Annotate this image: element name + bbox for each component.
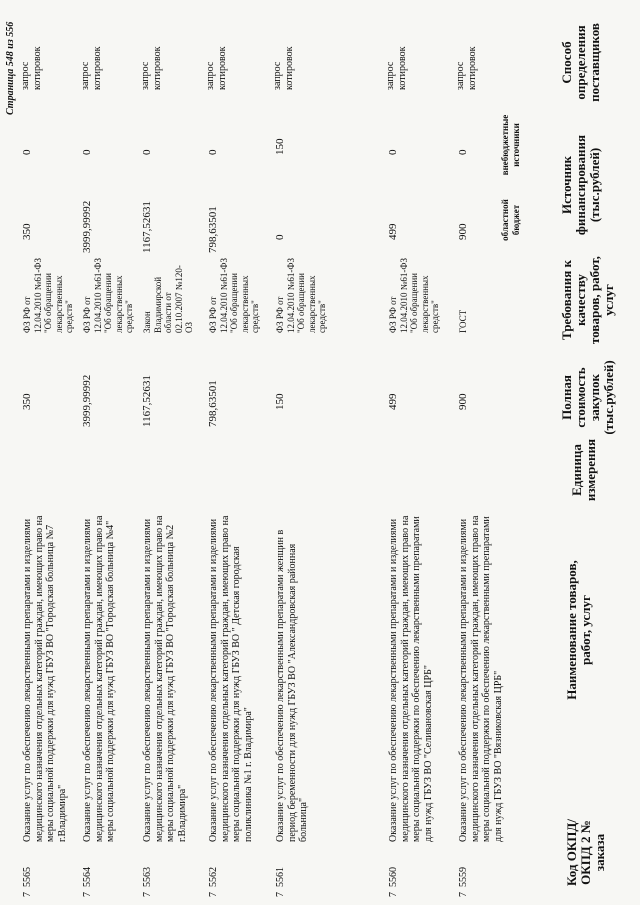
row-requirements: ФЗ РФ от 12.04.2010 №61-ФЗ "Об обращении лекарственных средств" bbox=[82, 258, 134, 333]
row-source-regional: 798,63501 bbox=[207, 206, 219, 253]
row-cost: 350 bbox=[21, 393, 33, 410]
row-method: запрос котировок bbox=[20, 46, 43, 90]
header-method: Способ определения поставщиков bbox=[559, 23, 602, 102]
row-cost: 798,63501 bbox=[207, 380, 219, 427]
row-source-regional: 3999,99992 bbox=[81, 200, 93, 253]
row-name: Оказание услуг по обеспечению лекарственными препаратами и изделиями медицинского назначения отдельных категорий граждан, имеющих право на меры социальной поддержки для нужд ГБУЗ ВО "Городская больница №7 г.Владимира" bbox=[22, 515, 68, 842]
header-unit: Единица измерения bbox=[569, 438, 598, 502]
row-cost: 150 bbox=[274, 393, 286, 410]
row-source-external: 0 bbox=[207, 149, 219, 155]
header-name: Наименование товаров, работ, услуг bbox=[564, 560, 593, 700]
row-source-regional: 0 bbox=[274, 234, 286, 240]
row-source-external: 0 bbox=[141, 149, 153, 155]
row-name: Оказание услуг по обеспечению лекарственными препаратами и изделиями медицинского назначения отдельных категорий граждан, имеющих право на меры социальной поддержки для нужд ГБУЗ ВО "Городская больница №4" bbox=[82, 515, 116, 842]
row-requirements: ФЗ РФ от 12.04.2010 №61-ФЗ "Об обращении лекарственных средств" bbox=[388, 258, 440, 333]
row-method: запрос котировок bbox=[80, 46, 103, 90]
row-name: Оказание услуг по обеспечению лекарственными препаратами женщин в период беременности для нужд ГБУЗ ВО "Александровская районная больница" bbox=[275, 529, 309, 842]
row-source-regional: 350 bbox=[21, 223, 33, 240]
header-cost: Полная стоимость закупок (тыс.рублей) bbox=[559, 360, 616, 435]
page-number: Страница 548 из 556 bbox=[5, 21, 16, 115]
row-name: Оказание услуг по обеспечению лекарственными препаратами и изделиями медицинского назначения отдельных категорий граждан, имеющих право на меры социальной поддержки для нужд ГБУЗ ВО "Городская больница №2 г.Владимира" bbox=[142, 515, 188, 842]
row-method: запрос котировок bbox=[140, 46, 163, 90]
row-requirements: ФЗ РФ от 12.04.2010 №61-ФЗ "Об обращении лекарственных средств" bbox=[275, 258, 327, 333]
row-code: 7 5565 bbox=[22, 867, 33, 897]
row-code: 7 5564 bbox=[82, 867, 93, 897]
row-method: запрос котировок bbox=[455, 46, 478, 90]
row-name: Оказание услуг по обеспечению лекарственными препаратами и изделиями медицинского назначения отдельных категорий граждан, имеющих право на меры социальной поддержки для нужд ГБУЗ ВО " Детская городская поликлиника №1 г. Владимира" bbox=[208, 515, 254, 842]
row-cost: 499 bbox=[387, 393, 399, 410]
row-source-external: 0 bbox=[387, 149, 399, 155]
row-requirements: ФЗ РФ от 12.04.2010 №61-ФЗ "Об обращении лекарственных средств" bbox=[208, 258, 260, 333]
row-code: 7 5562 bbox=[208, 867, 219, 897]
row-requirements: ГОСТ bbox=[458, 309, 468, 333]
row-cost: 1167,52631 bbox=[141, 375, 153, 427]
row-method: запрос котировок bbox=[272, 46, 295, 90]
row-source-regional: 499 bbox=[387, 223, 399, 240]
row-code: 7 5561 bbox=[275, 867, 286, 897]
row-source-regional: 900 bbox=[457, 223, 469, 240]
header-source: Источник финансирования (тыс.рублей) bbox=[559, 134, 602, 236]
row-code: 7 5563 bbox=[142, 867, 153, 897]
row-source-external: 0 bbox=[457, 149, 469, 155]
row-method: запрос котировок bbox=[205, 46, 228, 90]
row-source-external: 150 bbox=[274, 138, 286, 155]
row-cost: 900 bbox=[457, 393, 469, 410]
header-requirements: Требования к качеству товаров, работ, услуг bbox=[559, 256, 616, 344]
row-requirements: ФЗ РФ от 12.04.2010 №61-ФЗ "Об обращении лекарственных средств" bbox=[22, 258, 74, 333]
row-method: запрос котировок bbox=[385, 46, 408, 90]
row-cost: 3999,99992 bbox=[81, 374, 93, 427]
row-source-external: 0 bbox=[81, 149, 93, 155]
row-requirements: Закон Владимирской области от 02.10.2007 №120-ОЗ bbox=[142, 265, 194, 333]
row-source-external: 0 bbox=[21, 149, 33, 155]
row-code: 7 5560 bbox=[388, 867, 399, 897]
row-name: Оказание услуг по обеспечению лекарственными препаратами и изделиями медицинского назначения отдельных категорий граждан, имеющих право на меры социальной поддержки по обеспечению лекарственными препаратами для нужд ГБУЗ ВО "Вязниковская ЦРБ" bbox=[458, 515, 504, 842]
header-source-regional: областной бюджет bbox=[500, 199, 521, 241]
header-source-external: внебюджетные источники bbox=[500, 114, 521, 176]
row-name: Оказание услуг по обеспечению лекарственными препаратами и изделиями медицинского назначения отдельных категорий граждан, имеющих право на меры социальной поддержки по обеспечению лекарственными препаратами для нужд ГБУЗ ВО "Селивановская ЦРБ" bbox=[388, 515, 434, 842]
row-code: 7 5559 bbox=[458, 867, 469, 897]
row-source-regional: 1167,52631 bbox=[141, 201, 153, 253]
header-code: Код ОКПД/ ОКПД 2 № заказа bbox=[564, 819, 607, 886]
